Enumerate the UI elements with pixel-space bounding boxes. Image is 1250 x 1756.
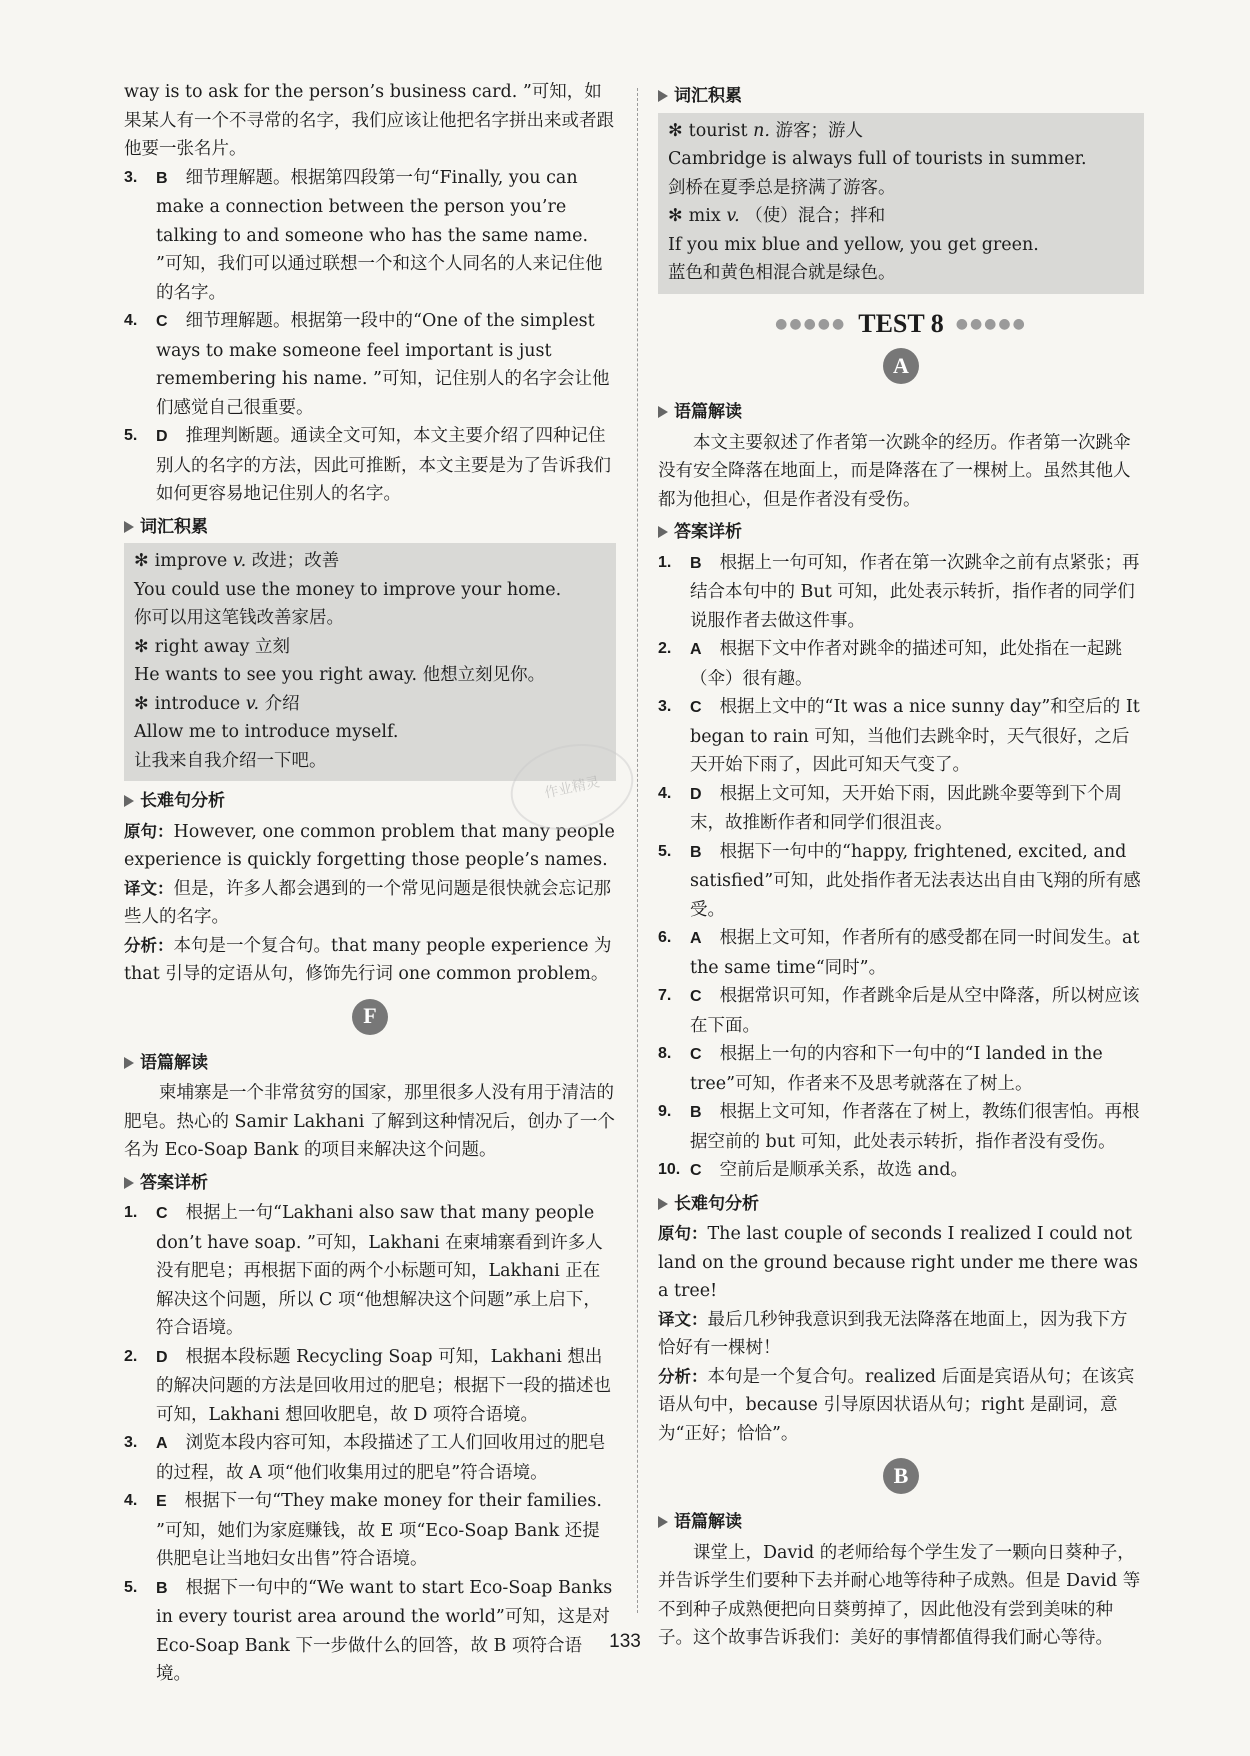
passage-f-badge: F [352, 999, 388, 1035]
reading-heading: 语篇解读 [124, 1049, 616, 1078]
reading-heading: 语篇解读 [658, 398, 1144, 427]
asterisk-icon: ✻ [134, 693, 149, 714]
answer-item: 5. B 根据下一句中的“happy, frightened, excited, and satisfied”可知，此处指作者无法表达出自由飞翔的所有感受。 [658, 841, 1141, 920]
vocab-entry: ✻ improve v. 改进；改善 [134, 551, 340, 571]
decor-dots: ●●●●● [775, 315, 847, 332]
column-divider [637, 88, 638, 1613]
answer-list-f [124, 1199, 616, 1689]
vocab-entry: ✻ introduce v. 介绍 [134, 693, 300, 714]
answers-heading: 答案详析 [658, 518, 1144, 547]
reading-summary: 柬埔寨是一个非常贫穷的国家，那里很多人没有用于清洁的肥皂。热心的 Samir Lakhani 了解到这种情况后，创办了一个名为 Eco-Soap Bank 的项目来解决这个问题。 [124, 1083, 615, 1160]
arrow-icon [124, 1177, 134, 1189]
answer-item: 1. B 根据上一句可知，作者在第一次跳伞之前有点紧张；再结合本句中的 But 可知，此处表示转折，指作者的同学们说服作者去做这件事。 [658, 552, 1140, 631]
answer-item: 9. B 根据上文可知，作者落在了树上，教练们很害怕。再根据空前的 but 可知，此处表示转折，指作者没有受伤。 [658, 1102, 1140, 1152]
analysis: 分析：本句是一个复合句。realized 后面是宾语从句；在该宾语从句中，because 引导原因状语从句；right 是副词，意为“正好；恰恰”。 [658, 1366, 1135, 1444]
arrow-icon [124, 795, 134, 807]
arrow-icon [124, 1057, 134, 1069]
answer-item: 2. D 根据本段标题 Recycling Soap 可知，Lakhani 想出的解决问题的方法是回收用过的肥皂；根据下一段的描述也可知，Lakhani 想回收肥皂，故 D 项符合语境。 [124, 1346, 611, 1425]
long-sentence-heading: 长难句分析 [658, 1190, 1144, 1219]
arrow-icon [124, 521, 134, 533]
vocab-box [124, 543, 616, 781]
answer-item: 8. C 根据上一句的内容和下一句中的“I landed in the tree”可知，作者来不及思考就落在了树上。 [658, 1044, 1103, 1094]
arrow-icon [658, 406, 668, 418]
original-sentence: 原句：However, one common problem that many people experience is quickly forgetting those people’s names. [124, 821, 615, 870]
vocab-entry: ✻ right away 立刻 [134, 636, 291, 657]
answer-list-a [658, 549, 1144, 1186]
reading-heading: 语篇解读 [658, 1508, 1144, 1537]
page-number: 133 [609, 1631, 641, 1652]
vocab-heading: 词汇积累 [658, 82, 1144, 111]
reading-summary: 课堂上，David 的老师给每个学生发了一颗向日葵种子，并告诉学生们要种下去并耐心地等待种子成熟。但是 David 等不到种子成熟便把向日葵剪掉了，因此他没有尝到美味的种子。这个故事告诉我们：美好的事情都值得我们耐心等待。 [658, 1542, 1141, 1648]
passage-a-badge: A [883, 348, 919, 384]
vocab-example-en: Cambridge is always full of tourists in summer. [668, 149, 1087, 169]
answer-item: 3. A 浏览本段内容可知，本段描述了工人们回收用过的肥皂的过程，故 A 项“他们收集用过的肥皂”符合语境。 [124, 1433, 606, 1483]
right-column [658, 78, 1144, 1653]
intro-tail: way is to ask for the person’s business card. ”可知，如果某人有一个不寻常的名字，我们应该让他把名字拼出来或者跟他要一张名片。 [124, 82, 614, 159]
arrow-icon [658, 90, 668, 102]
vocab-example-zh: 蓝色和黄色相混合就是绿色。 [668, 263, 896, 283]
long-sentence-heading: 长难句分析 [124, 787, 616, 816]
answer-item: 4. E 根据下一句“They make money for their families. ”可知，她们为家庭赚钱，故 E 项“Eco-Soap Bank 还提供肥皂让当地妇女出售”符合语境。 [124, 1491, 602, 1569]
vocab-example-en: If you mix blue and yellow, you get green. [668, 234, 1039, 255]
vocab-heading: 词汇积累 [124, 513, 616, 542]
translation: 译文：但是，许多人都会遇到的一个常见问题是很快就会忘记那些人的名字。 [124, 878, 611, 927]
vocab-example-zh: 你可以用这笔钱改善家居。 [134, 608, 344, 628]
answer-list-e [124, 164, 616, 509]
translation: 译文：最后几秒钟我意识到我无法降落在地面上，因为我下方恰好有一棵树！ [658, 1309, 1128, 1358]
left-column [124, 78, 616, 1689]
arrow-icon [658, 1516, 668, 1528]
vocab-entry: ✻ mix v. （使）混合；拌和 [668, 206, 886, 226]
asterisk-icon: ✻ [668, 120, 683, 141]
vocab-example-en: You could use the money to improve your home. [134, 579, 562, 600]
watermark-stamp: 作业精灵 [503, 733, 642, 841]
vocab-example: He wants to see you right away. 他想立刻见你。 [134, 665, 546, 685]
analysis: 分析：本句是一个复合句。that many people experience 为 that 引导的定语从句，修饰先行词 one common problem。 [124, 935, 612, 984]
vocab-example-en: Allow me to introduce myself. [134, 722, 399, 742]
answer-item: 10. C 空前后是顺承关系，故选 and。 [658, 1160, 969, 1180]
answer-item: 1. C 根据上一句“Lakhani also saw that many people don’t have soap. ”可知，Lakhani 在柬埔寨看到许多人没有肥皂；再根据下面的两个小标题可知，Lakhani 正在解决这个问题，所以 C 项“他想解决这个问题”承上启下，符合语境。 [124, 1203, 603, 1338]
vocab-entry: ✻ tourist n. 游客；游人 [668, 120, 863, 141]
vocab-example-zh: 剑桥在夏季总是挤满了游客。 [668, 177, 896, 198]
answer-item: 5. B 根据下一句中的“We want to start Eco-Soap Banks in every tourist area around the world”可知，这是对 Eco-Soap Bank 下一步做什么的回答，故 B 项符合语境。 [124, 1577, 613, 1684]
asterisk-icon: ✻ [134, 551, 149, 571]
asterisk-icon: ✻ [134, 636, 149, 657]
answer-item: 2. A 根据下文中作者对跳伞的描述可知，此处指在一起跳（伞）很有趣。 [658, 639, 1123, 689]
arrow-icon [658, 526, 668, 538]
answer-item: 3. C 根据上文中的“It was a nice sunny day”和空后的 It began to rain 可知，当他们去跳伞时，天气很好，之后天开始下雨了，因此可知天气变了。 [658, 697, 1140, 775]
vocab-box [658, 113, 1144, 294]
passage-b-badge: B [883, 1458, 919, 1494]
original-sentence: 原句：The last couple of seconds I realized I could not land on the ground because right under me there was a tree! [658, 1224, 1138, 1301]
answer-item: 3. B 细节理解题。根据第四段第一句“Finally, you can make a connection between the person you’re talking to and someone who has the same name. ”可知，我们可以通过联想一个和这个人同名的人来记住他的名字。 [124, 167, 603, 303]
test-title: ●●●●● TEST 8 ●●●●● [775, 308, 1027, 338]
answer-item: 5. D 推理判断题。通读全文可知，本文主要介绍了四种记住别人的名字的方法，因此可推断，本文主要是为了告诉我们如何更容易地记住别人的名字。 [124, 426, 611, 504]
answer-item: 4. D 根据上文可知，天开始下雨，因此跳伞要等到下个周末，故推断作者和同学们很沮丧。 [658, 783, 1123, 833]
arrow-icon [658, 1198, 668, 1210]
answer-item: 4. C 细节理解题。根据第一段中的“One of the simplest ways to make someone feel important is just remembering his name. ”可知，记住别人的名字会让他们感觉自己很重要。 [124, 311, 610, 418]
asterisk-icon: ✻ [668, 206, 683, 226]
answer-item: 6. A 根据上文可知，作者所有的感受都在同一时间发生。at the same time“同时”。 [658, 928, 1140, 978]
reading-summary: 本文主要叙述了作者第一次跳伞的经历。作者第一次跳伞没有安全降落在地面上，而是降落在了一棵树上。虽然其他人都为他担心，但是作者没有受伤。 [658, 432, 1131, 510]
answers-heading: 答案详析 [124, 1169, 616, 1198]
decor-dots: ●●●●● [955, 315, 1027, 332]
answer-item: 7. C 根据常识可知，作者跳伞后是从空中降落，所以树应该在下面。 [658, 986, 1140, 1036]
vocab-example-zh: 让我来自我介绍一下吧。 [134, 750, 327, 771]
